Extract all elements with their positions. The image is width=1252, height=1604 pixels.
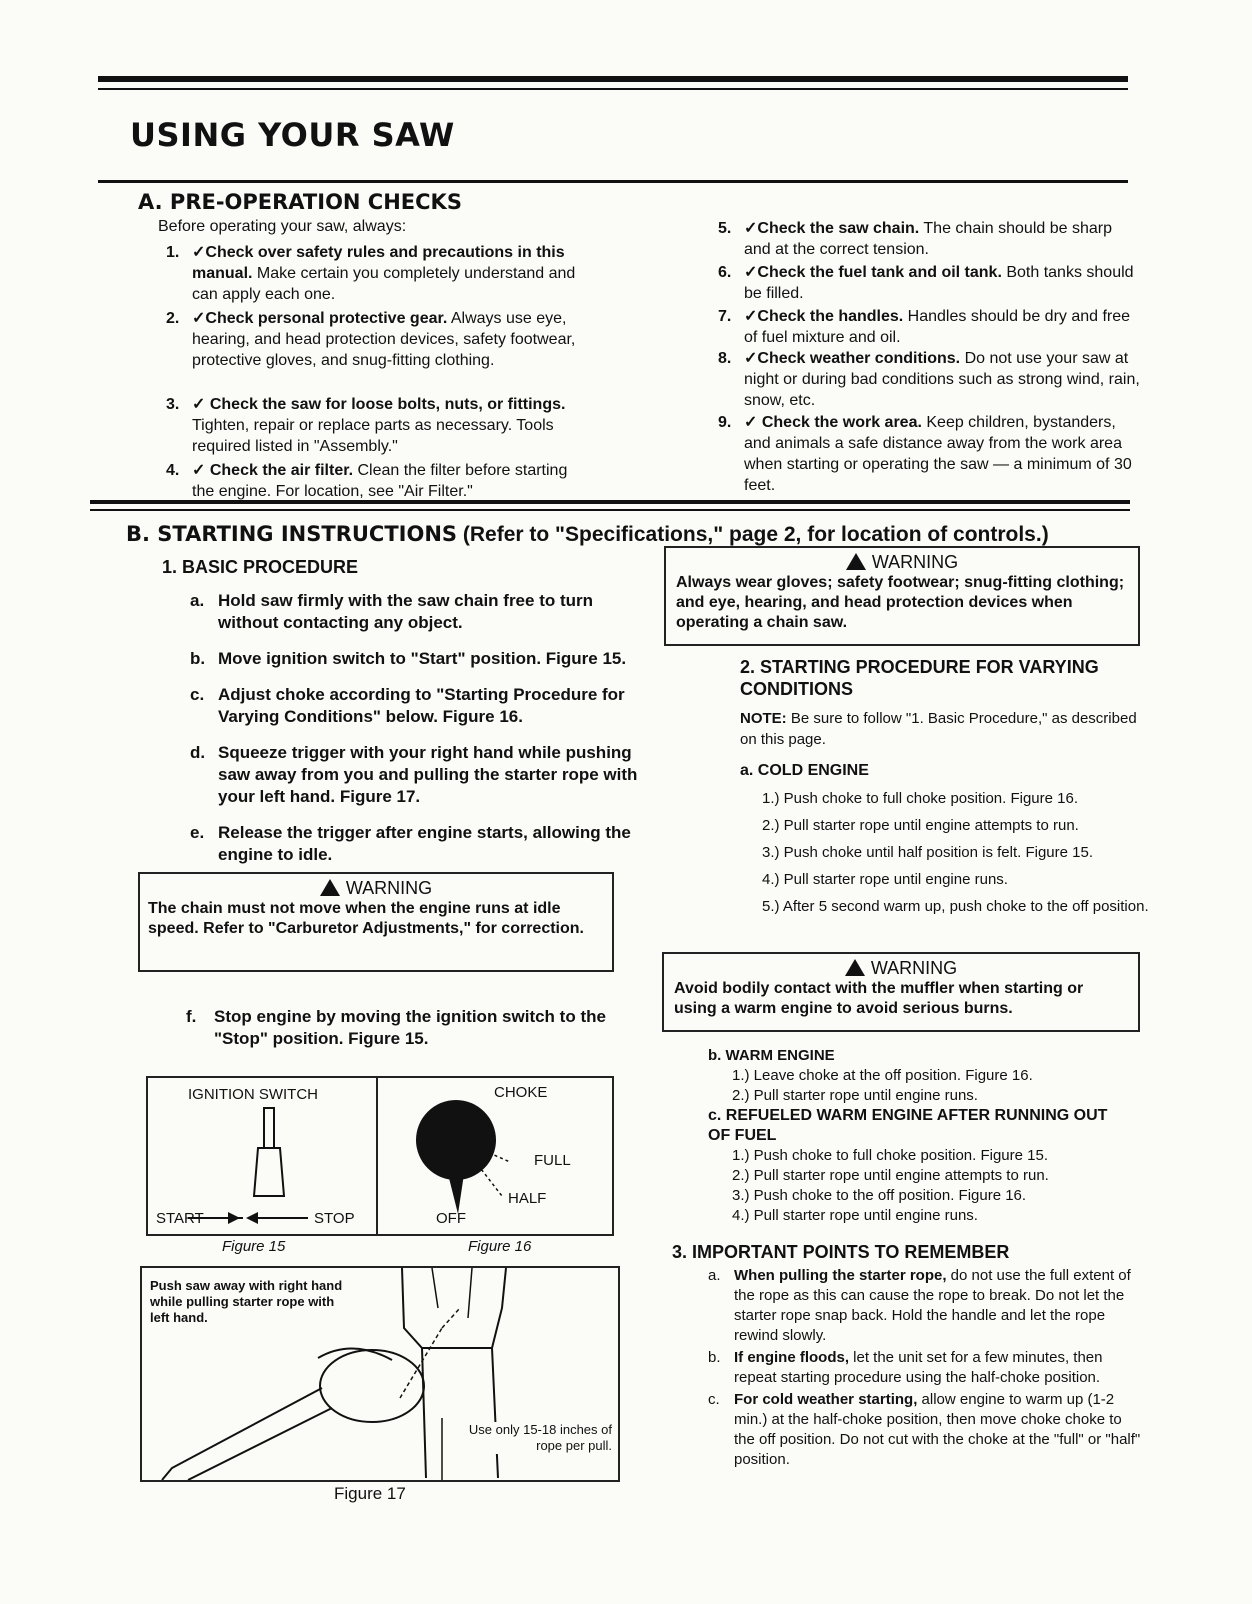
figure-15-ignition-switch — [146, 1076, 382, 1236]
refueled-title: c. REFUELED WARM ENGINE AFTER RUNNING OUT OF FUEL — [708, 1107, 1108, 1144]
figure-17-starting-saw — [140, 1266, 620, 1482]
figure-16-choke — [376, 1076, 614, 1236]
refueled-step: 3.) Push choke to the off position. Figure 16. — [732, 1187, 1027, 1204]
start-label: START — [156, 1210, 204, 1227]
cold-step: 4.) Pull starter rope until engine runs. — [762, 871, 1008, 888]
warning-text: Always wear gloves; safety footwear; snug-fitting clothing; and eye, hearing, and head protection devices when operating a chain saw. — [676, 574, 1125, 631]
procedure-step: b. Move ignition switch to "Start" position. Figure 15. — [190, 649, 627, 668]
figure-16-caption: Figure 16 — [468, 1238, 532, 1255]
section-b-label: B. STARTING INSTRUCTIONS — [126, 522, 458, 546]
important-points — [672, 1242, 1142, 1470]
check-item: 7. ✓Check the handles. Handles should be dry and free of fuel mixture and oil. — [718, 308, 1131, 346]
warning-icon — [320, 879, 340, 896]
warning-header: WARNING — [674, 958, 1128, 979]
top-rule-thick — [98, 76, 1128, 82]
cold-step: 3.) Push choke until half position is felt. Figure 15. — [762, 844, 1094, 861]
warning-icon — [845, 959, 865, 976]
refueled-step: 1.) Push choke to full choke position. Figure 15. — [732, 1147, 1049, 1164]
check-item: 9. ✓ Check the work area. Keep children, bystanders, and animals a safe distance away from the work area when starting or operating the saw — a minimum of 30 feet. — [718, 414, 1132, 494]
warning-gloves-box — [664, 546, 1140, 646]
section-a-intro: Before operating your saw, always: — [158, 218, 407, 235]
important-title: 3. IMPORTANT POINTS TO REMEMBER — [672, 1242, 1010, 1262]
check-item: 2. ✓Check personal protective gear. Always use eye, hearing, and head protection devices, safety footwear, protective gloves, and snug-fitting clothing. — [166, 310, 576, 369]
warning-header: WARNING — [148, 878, 604, 899]
figure-17-note: Push saw away with right hand while pulling starter rope with left hand. — [150, 1278, 343, 1325]
warning-icon — [846, 553, 866, 570]
ignition-switch-label: IGNITION SWITCH — [188, 1086, 318, 1103]
warning-idle-box — [138, 872, 614, 972]
basic-procedure-title: 1. BASIC PROCEDURE — [162, 557, 359, 577]
procedure-step: c. Adjust choke according to "Starting Procedure for Varying Conditions" below. Figure 16. — [190, 685, 625, 726]
procedure-step: a. Hold saw firmly with the saw chain free to turn without contacting any object. — [190, 591, 594, 632]
procedure-step: d. Squeeze trigger with your right hand while pushing saw away from you and pulling the starter rope with your left hand. Figure 17. — [190, 743, 638, 806]
warning-text: Avoid bodily contact with the muffler when starting or using a warm engine to avoid serious burns. — [674, 980, 1084, 1017]
refueled-step: 2.) Pull starter rope until engine attempts to run. — [732, 1167, 1049, 1184]
rope-length-note: Use only 15-18 inches of rope per pull. — [452, 1422, 612, 1454]
choke-full-label: FULL — [534, 1152, 571, 1169]
mid-rule-thick — [90, 500, 1130, 504]
check-item: 4. ✓ Check the air filter. Clean the filter before starting the engine. For location, see "Air Filter." — [166, 462, 568, 500]
figure-15-caption: Figure 15 — [222, 1238, 286, 1255]
important-point: a. When pulling the starter rope, do not use the full extent of the rope as this can cause the rope to break. Do not let the starter rope snap back. Hold the handle and let the rope rewind slowly. — [708, 1267, 1131, 1344]
varying-title: 2. STARTING PROCEDURE FOR VARYING CONDITIONS — [740, 657, 1099, 699]
refueled-step: 4.) Pull starter rope until engine runs. — [732, 1207, 978, 1224]
section-b-heading — [126, 522, 1049, 547]
procedure-step-f: f. Stop engine by moving the ignition switch to the "Stop" position. Figure 15. — [186, 1007, 606, 1048]
figure-17-caption: Figure 17 — [334, 1484, 406, 1503]
varying-note: NOTE: Be sure to follow "1. Basic Procedure," as described on this page. — [740, 710, 1137, 748]
check-item: 5. ✓Check the saw chain. The chain should be sharp and at the correct tension. — [718, 220, 1112, 258]
cold-step: 1.) Push choke to full choke position. Figure 16. — [762, 790, 1079, 807]
check-item: 6. ✓Check the fuel tank and oil tank. Both tanks should be filled. — [718, 264, 1134, 302]
warm-engine-title: b. WARM ENGINE — [708, 1047, 835, 1064]
cold-step: 5.) After 5 second warm up, push choke to the off position. — [762, 898, 1149, 915]
choke-off-label: OFF — [436, 1210, 466, 1227]
choke-knob-drawing — [378, 1078, 612, 1234]
choke-half-label: HALF — [508, 1190, 547, 1207]
cold-step: 2.) Pull starter rope until engine attempts to run. — [762, 817, 1079, 834]
section-b-note: (Refer to "Specifications," page 2, for location of controls.) — [462, 523, 1049, 546]
cold-engine-steps — [762, 785, 1150, 917]
warm-step: 1.) Leave choke at the off position. Figure 16. — [732, 1067, 1033, 1084]
warm-step: 2.) Pull starter rope until engine runs. — [732, 1087, 978, 1104]
cold-engine-title: a. COLD ENGINE — [740, 762, 869, 779]
varying-conditions — [702, 656, 1150, 917]
procedure-step: e. Release the trigger after engine starts, allowing the engine to idle. — [190, 823, 631, 864]
checks-right-column — [718, 218, 1140, 496]
stop-label: STOP — [314, 1210, 355, 1227]
title-rule — [98, 180, 1128, 183]
choke-label: CHOKE — [494, 1084, 548, 1101]
warm-engine-block — [708, 1046, 1128, 1226]
warning-header: WARNING — [676, 552, 1128, 573]
important-point: c. For cold weather starting, allow engine to warm up (1-2 min.) at the half-choke position, then move choke choke to the off position. Do not cut with the choke at the "full" or "half" position. — [708, 1391, 1141, 1468]
important-point: b. If engine floods, let the unit set for a few minutes, then repeat starting procedure using the half-choke position. — [708, 1349, 1103, 1386]
check-item: 3. ✓ Check the saw for loose bolts, nuts, or fittings. Tighten, repair or replace parts as necessary. Tools required listed in "Assembly." — [166, 396, 566, 455]
warning-muffler-box — [662, 952, 1140, 1032]
top-rule-thin — [98, 88, 1128, 90]
check-item: 1. ✓Check over safety rules and precautions in this manual. Make certain you completely understand and can apply each one. — [166, 244, 576, 303]
basic-procedure — [140, 556, 650, 880]
section-a-heading: A. PRE-OPERATION CHECKS — [138, 190, 462, 214]
page-title: USING YOUR SAW — [130, 116, 455, 154]
mid-rule-thin — [90, 509, 1130, 511]
check-item: 8. ✓Check weather conditions. Do not use your saw at night or during bad conditions such as strong wind, rain, snow, etc. — [718, 350, 1140, 409]
warning-text: The chain must not move when the engine runs at idle speed. Refer to "Carburetor Adjustments," for correction. — [148, 900, 584, 937]
checks-left-column — [166, 242, 590, 502]
